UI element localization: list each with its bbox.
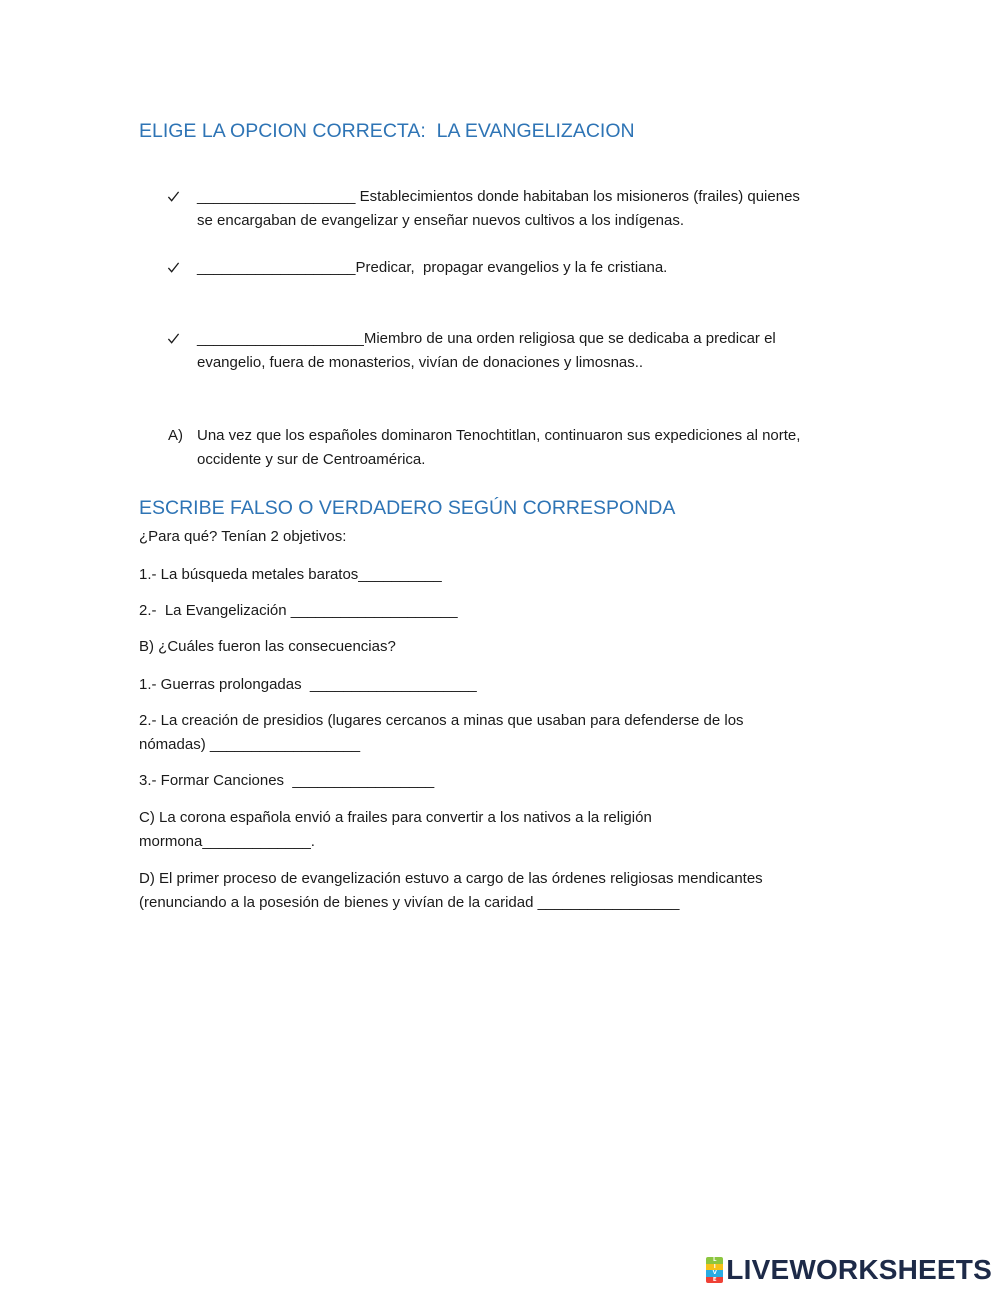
logo-icon-block: L [706,1257,723,1264]
checkmark-icon [167,190,180,203]
consequence-item-line: 2.- La creación de presidios (lugares cercanos a minas que usaban para defenderse de los [139,712,744,729]
statement-c-line: C) La corona española envió a frailes para convertir a los nativos a la religión [139,809,652,826]
statement-a-marker: A) [168,427,183,444]
logo-icon-block: V [706,1270,723,1277]
logo-icon-block: E [706,1277,723,1284]
statement-d-line: D) El primer proceso de evangelización estuvo a cargo de las órdenes religiosas mendicantes [139,870,763,887]
choice-item-line: ___________________Predicar, propagar evangelios y la fe cristiana. [197,259,668,276]
live-logo-icon [706,1257,723,1283]
statement-a-line: Una vez que los españoles dominaron Tenochtitlan, continuaron sus expediciones al norte, [197,427,801,444]
logo-wordmark: LIVEWORKSHEETS [726,1254,992,1285]
objective-item: 2.- La Evangelización ____________________ [139,602,458,619]
choice-item-line: se encargaban de evangelizar y enseñar nuevos cultivos a los indígenas. [197,212,684,229]
choice-item-line: evangelio, fuera de monasterios, vivían de donaciones y limosnas.. [197,354,644,371]
consequence-item-line: nómadas) __________________ [139,736,361,753]
section2-title: ESCRIBE FALSO O VERDADERO SEGÚN CORRESPONDA [139,497,676,519]
choice-item-line: ___________________ Establecimientos donde habitaban los misioneros (frailes) quienes [197,188,800,205]
statement-c-line: mormona_____________. [139,833,315,850]
objective-item: 1.- La búsqueda metales baratos__________ [139,566,442,583]
logo-icon-block: I [706,1264,723,1271]
consequence-item: 3.- Formar Canciones _________________ [139,772,435,789]
question-b: B) ¿Cuáles fueron las consecuencias? [139,638,396,655]
section1-title: ELIGE LA OPCION CORRECTA: LA EVANGELIZACION [139,120,635,142]
consequence-item: 1.- Guerras prolongadas ____________________ [139,676,477,693]
checkmark-icon [167,261,180,274]
statement-d-line: (renunciando a la posesión de bienes y vivían de la caridad _________________ [139,894,680,911]
liveworksheets-logo [706,1256,992,1284]
section2-intro: ¿Para qué? Tenían 2 objetivos: [139,528,347,545]
choice-item-line: ____________________Miembro de una orden religiosa que se dedicaba a predicar el [197,330,776,347]
checkmark-icon [167,332,180,345]
statement-a-line: occidente y sur de Centroamérica. [197,451,426,468]
